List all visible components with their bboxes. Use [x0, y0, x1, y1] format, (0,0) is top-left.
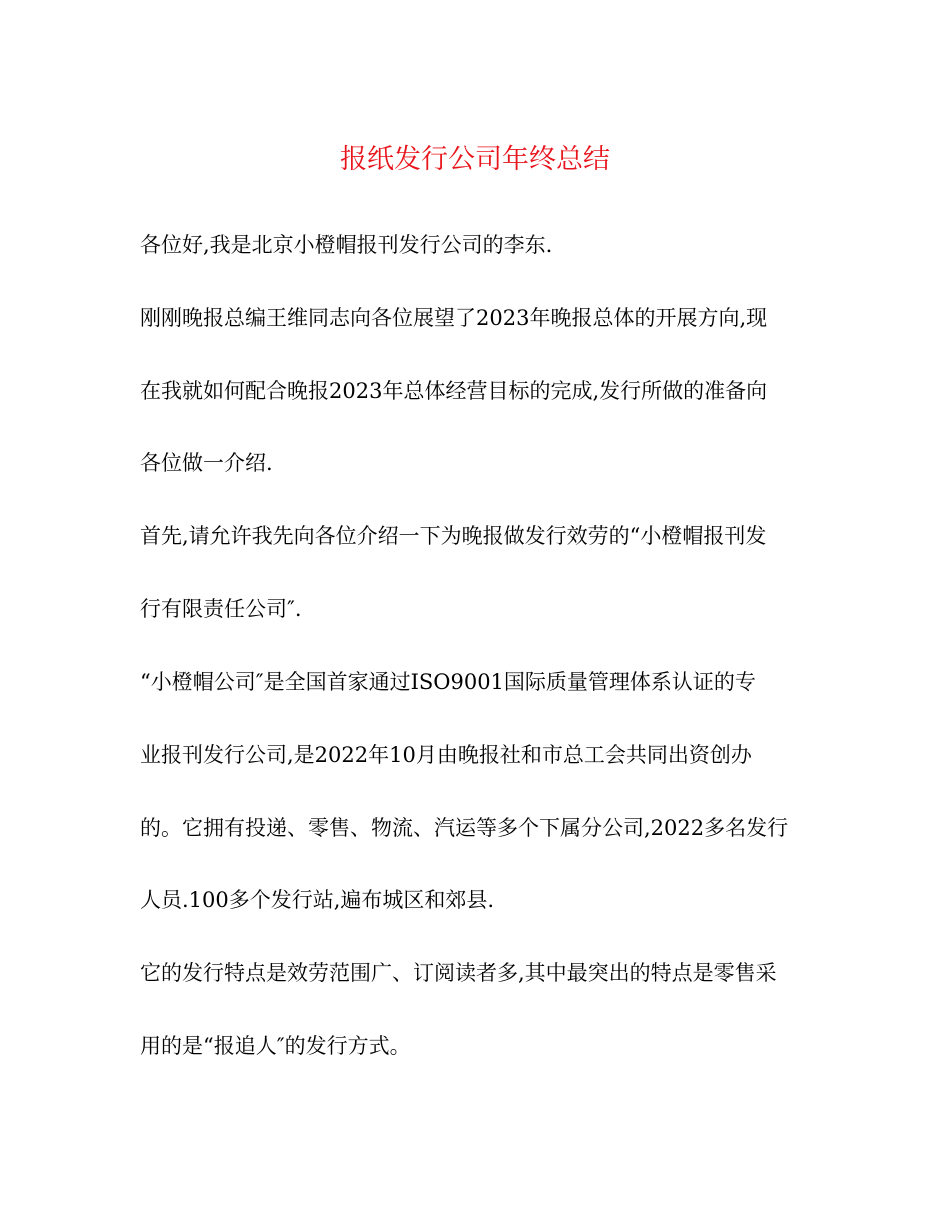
paragraph-line: 各位做一介绍. [140, 451, 273, 475]
paragraph-line: 用的是“报追人″的发行方式。 [140, 1034, 411, 1058]
paragraph-line: 在我就如何配合晚报2023年总体经营目标的完成,发行所做的准备向 [140, 379, 768, 403]
document-title: 报纸发行公司年终总结 [340, 144, 610, 175]
paragraph-line: 业报刊发行公司,是2022年10月由晚报社和市总工会共同出资创办 [140, 743, 752, 767]
paragraph-line: 刚刚晚报总编王维同志向各位展望了2023年晚报总体的开展方向,现 [140, 306, 768, 330]
paragraph-line: 行有限责任公司″. [140, 597, 302, 621]
paragraph-line: 它的发行特点是效劳范围广、订阅读者多,其中最突出的特点是零售采 [140, 961, 777, 985]
paragraph-line: 首先,请允许我先向各位介绍一下为晚报做发行效劳的“小橙帽报刊发 [140, 524, 767, 548]
paragraph-line: 人员.100多个发行站,遍布城区和郊县. [140, 888, 495, 912]
paragraph-line: 的。它拥有投递、零售、物流、汽运等多个下属分公司,2022多名发行 [140, 816, 789, 840]
paragraph-line: 各位好,我是北京小橙帽报刊发行公司的李东. [140, 233, 553, 257]
paragraph-line: “小橙帽公司″是全国首家通过ISO9001国际质量管理体系认证的专 [140, 670, 756, 694]
